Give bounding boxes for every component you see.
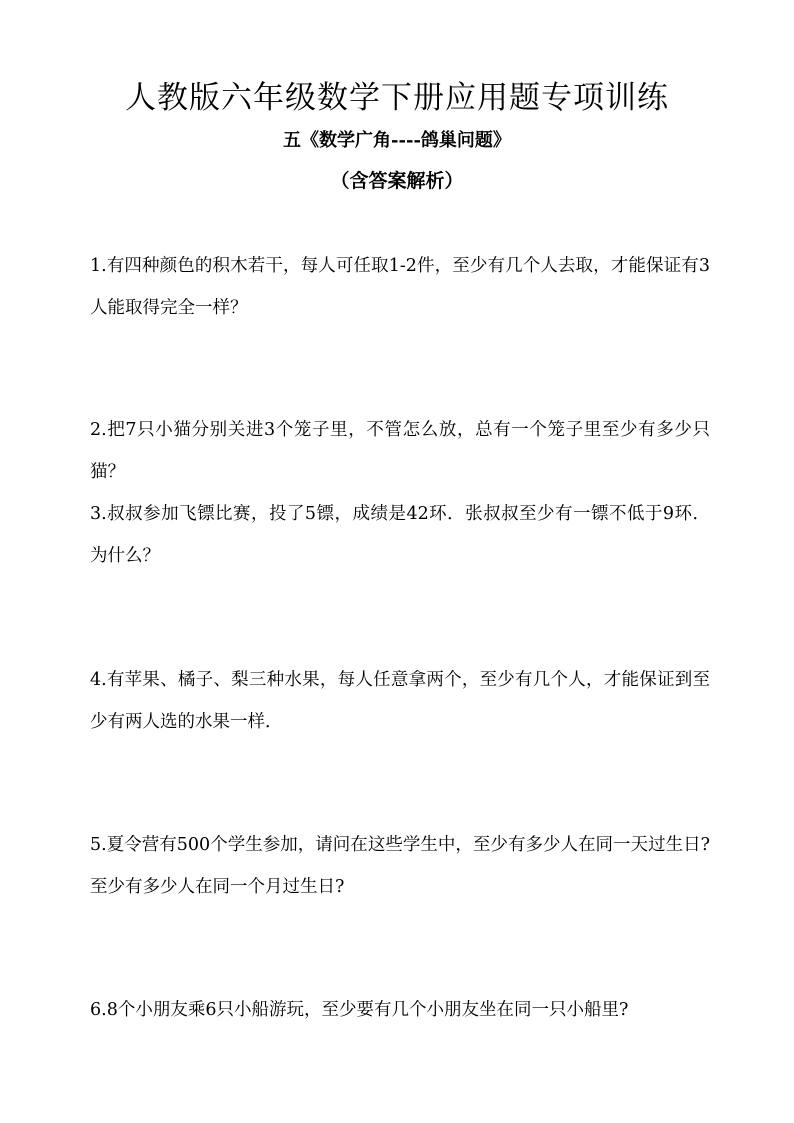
page-title: 人教版六年级数学下册应用题专项训练 — [125, 80, 669, 116]
question-1: 1.有四种颜色的积木若干，每人可任取1-2件，至少有几个人去取，才能保证有3人能取得完全一样？ — [90, 256, 710, 318]
question-2: 2.把7只小猫分别关进3个笼子里，不管怎么放，总有一个笼子里至少有多少只猫？ — [90, 420, 710, 482]
page-subtitle: 五《数学广角----鸽巢问题》 — [283, 130, 511, 151]
question-3: 3.叔叔参加飞镖比赛，投了5镖，成绩是42环．张叔叔至少有一镖不低于9环．为什么？ — [90, 504, 710, 566]
question-5: 5.夏令营有500个学生参加，请问在这些学生中，至少有多少人在同一天过生日?至少有多少人在同一个月过生日? — [90, 835, 710, 897]
question-6: 6.8个小朋友乘6只小船游玩，至少要有几个小朋友坐在同一只小船里? — [90, 1000, 629, 1020]
answer-note: （含答案解析） — [330, 170, 464, 192]
question-4: 4.有苹果、橘子、梨三种水果，每人任意拿两个，至少有几个人，才能保证到至少有两人选的水果一样． — [90, 670, 710, 732]
